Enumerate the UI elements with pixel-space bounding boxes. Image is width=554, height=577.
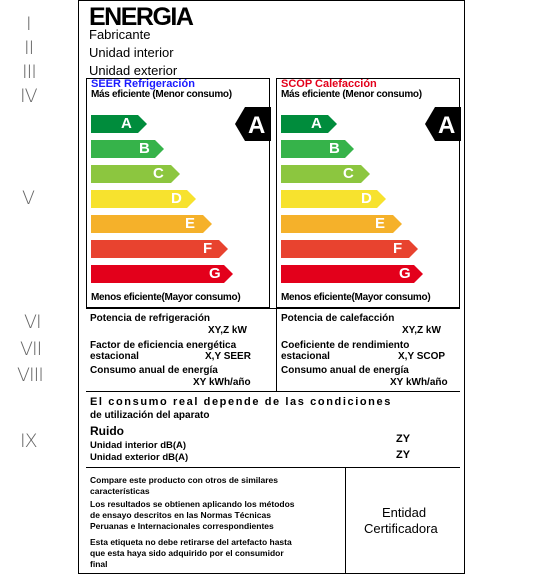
scop-class-letter-g: G [399, 265, 411, 282]
scop-class-letter-e: E [375, 215, 386, 232]
scop-class-bar-e [281, 215, 404, 233]
footer-line-5: Peruanas e Internacionales correspondientes [90, 521, 274, 531]
scop-class-bar-f [281, 240, 420, 258]
roman-numeral-1: I [26, 13, 31, 35]
scop-class-bar-a [281, 115, 339, 133]
roman-numeral-4: IV [20, 85, 37, 107]
scop-power-value: XY,Z kW [402, 325, 441, 336]
seer-class-bar-f [91, 240, 230, 258]
scop-class-letter-c: C [343, 165, 354, 182]
roman-numeral-9: IX [20, 430, 37, 452]
seer-class-bar-d [91, 190, 198, 208]
seer-consumo-label: Consumo anual de energía [90, 365, 218, 376]
footer-line-8: final [90, 559, 108, 569]
ruido-exterior-value: ZY [396, 449, 411, 461]
scop-subtitle: Más eficiente (Menor consumo) [281, 89, 422, 100]
seer-factor-value: X,Y SEER [205, 351, 251, 362]
scop-class-bar-g [281, 265, 425, 283]
scop-panel [276, 78, 460, 308]
seer-class-letter-c: C [153, 165, 164, 182]
label-title: ENERGIA [89, 3, 193, 31]
seer-factor-label-2: estacional [90, 351, 139, 362]
ruido-exterior-label: Unidad exterior dB(A) [90, 452, 189, 463]
seer-panel [86, 78, 270, 308]
certifier-line-2: Certificadora [364, 521, 438, 536]
roman-numeral-8: VIII [17, 364, 43, 386]
divider [345, 467, 346, 574]
scop-class-bar-d [281, 190, 388, 208]
scop-coef-label-1: Coeficiente de rendimiento [281, 340, 410, 351]
scop-power-label: Potencia de calefacción [281, 313, 395, 324]
divider [86, 391, 460, 392]
seer-class-bar-a [91, 115, 149, 133]
header-unidad-exterior: Unidad exterior [89, 63, 178, 78]
footer-line-7: que esta haya sido adquirido por el consumidor [90, 548, 284, 558]
footer-line-3: Los resultados se obtienen aplicando los métodos [90, 499, 295, 509]
seer-power-label: Potencia de refrigeración [90, 313, 211, 324]
seer-factor-label-1: Factor de eficiencia energética [90, 340, 237, 351]
seer-class-bar-g [91, 265, 235, 283]
footer-line-4: de ensayo descritos en las Normas Técnicas [90, 510, 271, 520]
header-fabricante: Fabricante [89, 27, 151, 42]
seer-subtitle: Más eficiente (Menor consumo) [91, 89, 232, 100]
footer-line-6: Esta etiqueta no debe retirarse del artefacto hasta [90, 537, 292, 547]
divider [86, 308, 460, 309]
notice-line-2: de utilización del aparato [90, 410, 210, 421]
scop-rating-arrow [425, 107, 461, 146]
scop-class-letter-d: D [361, 190, 372, 207]
scop-class-letter-b: B [329, 140, 340, 157]
seer-title: SEER Refrigeración [91, 78, 195, 90]
ruido-title: Ruido [90, 424, 124, 438]
scop-title: SCOP Calefacción [281, 78, 377, 90]
seer-class-letter-a: A [121, 115, 132, 132]
seer-rating-letter: A [248, 112, 266, 139]
roman-numeral-5: V [22, 187, 34, 209]
scop-rating-letter: A [438, 112, 456, 139]
seer-class-letter-b: B [139, 140, 150, 157]
scop-class-letter-f: F [393, 240, 403, 257]
roman-numeral-6: VI [24, 311, 41, 333]
scop-consumo-label: Consumo anual de energía [281, 365, 409, 376]
scop-class-bar-c [281, 165, 372, 183]
divider [276, 308, 277, 391]
footer-line-2: características [90, 486, 150, 496]
roman-numeral-2: II [24, 37, 34, 59]
scop-consumo-value: XY kWh/año [390, 377, 448, 388]
seer-class-bar-c [91, 165, 182, 183]
seer-consumo-value: XY kWh/año [193, 377, 251, 388]
scop-coef-label-2: estacional [281, 351, 330, 362]
ruido-interior-label: Unidad interior dB(A) [90, 440, 187, 451]
scop-class-letter-a: A [311, 115, 322, 132]
roman-numeral-3: III [22, 61, 36, 83]
seer-footer: Menos eficiente(Mayor consumo) [91, 292, 241, 303]
header-unidad-interior: Unidad interior [89, 45, 174, 60]
ruido-interior-value: ZY [396, 433, 411, 445]
seer-power-value: XY,Z kW [208, 325, 247, 336]
scop-footer: Menos eficiente(Mayor consumo) [281, 292, 431, 303]
seer-class-bar-b [91, 140, 166, 158]
seer-class-letter-g: G [209, 265, 221, 282]
roman-numeral-7: VII [20, 338, 42, 360]
seer-class-bar-e [91, 215, 214, 233]
seer-rating-arrow [235, 107, 271, 146]
seer-class-letter-f: F [203, 240, 213, 257]
seer-class-letter-d: D [171, 190, 182, 207]
notice-line-1: El consumo real depende de las condiciones [90, 396, 392, 408]
certifier-line-1: Entidad [382, 505, 427, 520]
seer-class-letter-e: E [185, 215, 196, 232]
divider [86, 467, 460, 468]
scop-coef-value: X,Y SCOP [398, 351, 446, 362]
footer-line-1: Compare este producto con otros de similares [90, 475, 278, 485]
scop-class-bar-b [281, 140, 356, 158]
